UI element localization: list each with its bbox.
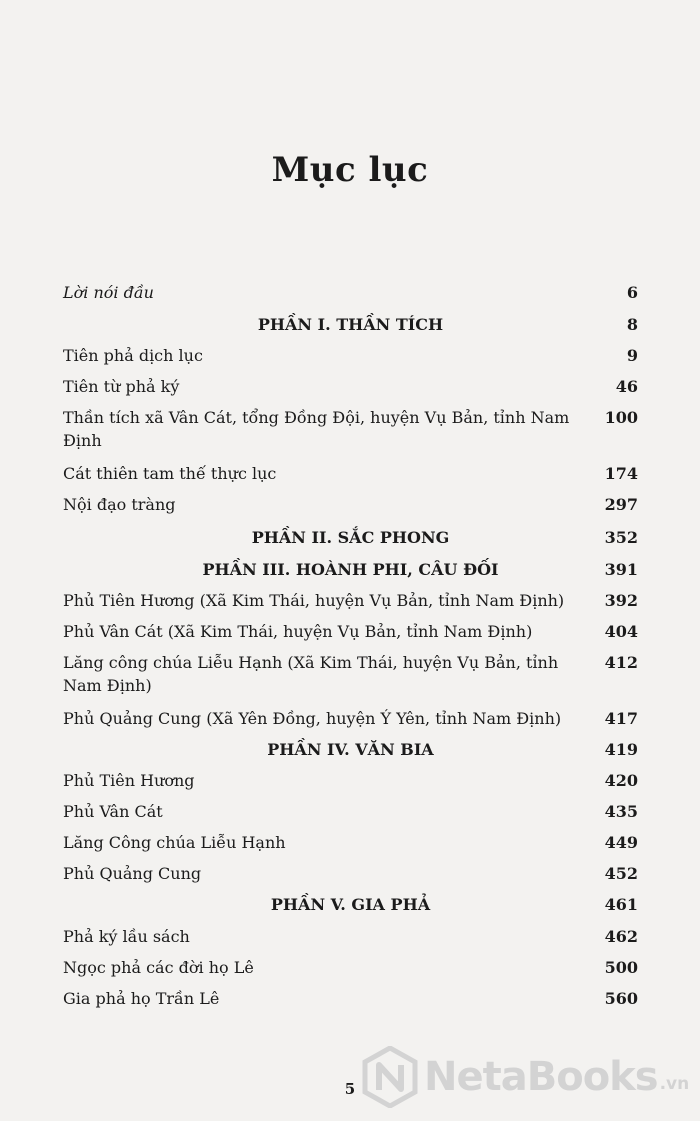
toc-entry-page: 100: [604, 408, 638, 427]
toc-entry-label: Phủ Vân Cát (Xã Kim Thái, huyện Vụ Bản, tỉnh Nam Định): [63, 622, 533, 641]
toc-entry[interactable]: [63, 589, 638, 612]
toc-entry-page: 500: [604, 958, 638, 977]
toc-entry[interactable]: [63, 707, 638, 730]
toc-section-heading[interactable]: [63, 893, 638, 916]
toc-entry-label: Tiên phả dịch lục: [63, 346, 203, 365]
toc-section-heading[interactable]: [63, 526, 638, 549]
toc-entry-page: 46: [615, 377, 638, 396]
netabooks-logo-icon: [362, 1046, 418, 1108]
toc-section-heading[interactable]: [63, 558, 638, 581]
toc-entry-page: 417: [604, 709, 638, 728]
toc-section-page: 419: [604, 740, 638, 759]
toc-entry-label: Phủ Vân Cát: [63, 802, 163, 821]
toc-entry-label: Phủ Tiên Hương: [63, 771, 195, 790]
toc-entry-page: 6: [626, 283, 638, 302]
toc-entry-label: Thần tích xã Vân Cát, tổng Đồng Đội, huyện Vụ Bản, tỉnh Nam Định: [63, 408, 570, 450]
toc-entry[interactable]: [63, 987, 638, 1010]
toc-entry-page: 404: [604, 622, 638, 641]
toc-entry[interactable]: [63, 769, 638, 792]
toc-entry-page: 560: [604, 989, 638, 1008]
toc-entry[interactable]: [63, 375, 638, 398]
toc-entry[interactable]: [63, 862, 638, 885]
toc-section-label: PHẦN V. GIA PHẢ: [270, 895, 431, 914]
toc-section-label: PHẦN II. SẮC PHONG: [251, 528, 450, 547]
toc-entry-label: Tiên từ phả ký: [63, 377, 180, 396]
toc-entry[interactable]: [63, 281, 638, 304]
toc-section-page: 461: [604, 895, 638, 914]
toc-section-page: 352: [604, 528, 638, 547]
toc-entry[interactable]: [63, 493, 638, 516]
watermark-brand: NetaBooks: [424, 1054, 658, 1100]
toc-entry-label: Phả ký lầu sách: [63, 927, 190, 946]
toc-section-heading[interactable]: [63, 313, 638, 336]
toc-entry-page: 420: [604, 771, 638, 790]
toc-entry[interactable]: [63, 651, 638, 697]
toc-entry[interactable]: [63, 620, 638, 643]
toc-entry-label: Ngọc phả các đời họ Lê: [63, 958, 254, 977]
toc-entry-label: Phủ Quảng Cung: [63, 864, 202, 883]
toc-entry-page: 174: [604, 464, 638, 483]
page-title: Mục lục: [271, 150, 429, 190]
toc-section-page: 8: [626, 315, 638, 334]
toc-entry-label: Phủ Quảng Cung (Xã Yên Đồng, huyện Ý Yên, tỉnh Nam Định): [63, 709, 562, 728]
watermark: [362, 1045, 689, 1109]
toc-section-heading[interactable]: [63, 738, 638, 761]
toc-entry-page: 297: [604, 495, 638, 514]
toc-entry-label: Lời nói đầu: [63, 283, 154, 302]
toc-entry-page: 435: [604, 802, 638, 821]
toc-entry-label: Phủ Tiên Hương (Xã Kim Thái, huyện Vụ Bản, tỉnh Nam Định): [63, 591, 565, 610]
toc-entry-page: 392: [604, 591, 638, 610]
toc-entry[interactable]: [63, 462, 638, 485]
toc-entry-page: 9: [626, 346, 638, 365]
toc-entry-page: 462: [604, 927, 638, 946]
toc-entry-page: 412: [604, 653, 638, 672]
toc-entry-page: 452: [604, 864, 638, 883]
watermark-tld: .vn: [659, 1074, 690, 1094]
toc-entry-page: 449: [604, 833, 638, 852]
toc-entry[interactable]: [63, 956, 638, 979]
table-of-contents: [63, 281, 638, 1010]
toc-section-page: 391: [604, 560, 638, 579]
toc-entry-label: Nội đạo tràng: [63, 495, 176, 514]
toc-section-label: PHẦN III. HOÀNH PHI, CÂU ĐỐI: [202, 560, 499, 579]
toc-entry[interactable]: [63, 831, 638, 854]
toc-entry[interactable]: [63, 344, 638, 367]
toc-entry-label: Lăng công chúa Liễu Hạnh (Xã Kim Thái, huyện Vụ Bản, tỉnh Nam Định): [63, 653, 559, 695]
page-number: 5: [344, 1080, 356, 1098]
toc-entry-label: Lăng Công chúa Liễu Hạnh: [63, 833, 286, 852]
toc-entry-label: Cát thiên tam thế thực lục: [63, 464, 277, 483]
toc-section-label: PHẦN I. THẦN TÍCH: [257, 315, 444, 334]
toc-entry-label: Gia phả họ Trần Lê: [63, 989, 220, 1008]
toc-entry[interactable]: [63, 925, 638, 948]
toc-entry[interactable]: [63, 406, 638, 452]
toc-section-label: PHẦN IV. VĂN BIA: [267, 740, 434, 759]
toc-entry[interactable]: [63, 800, 638, 823]
